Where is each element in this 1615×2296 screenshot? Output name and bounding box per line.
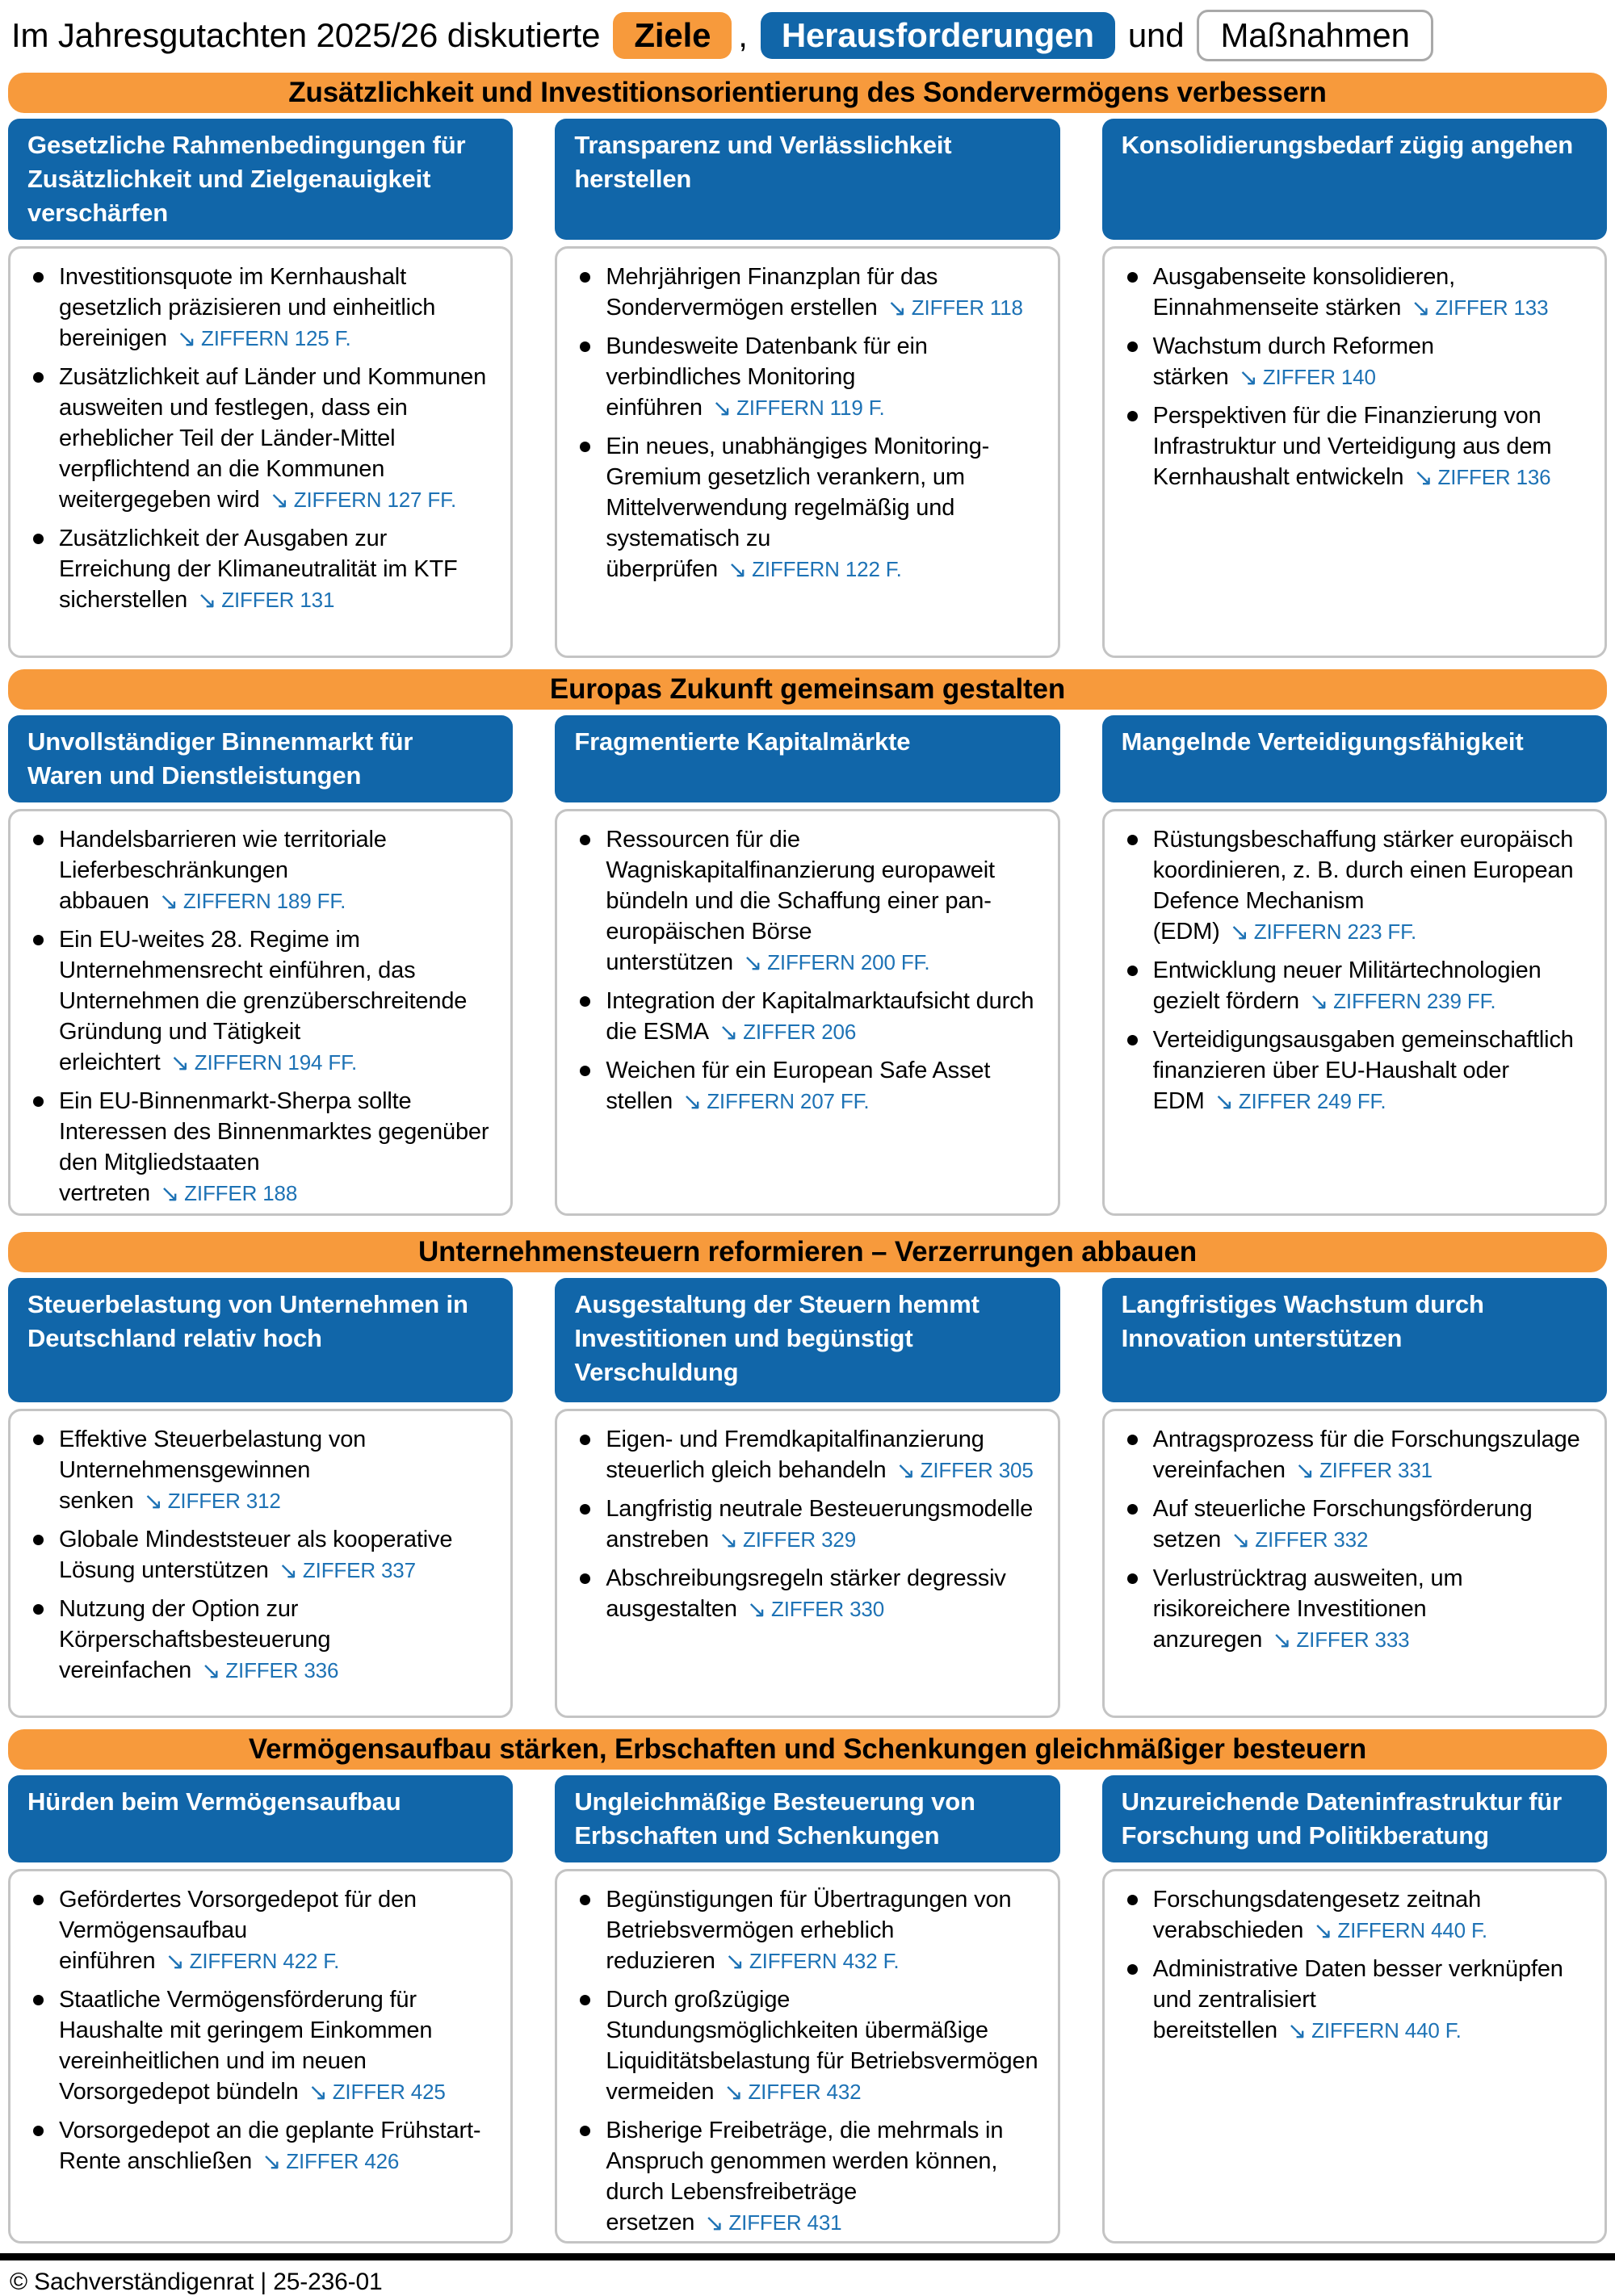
ref-arrow-icon: ↘ <box>197 588 217 614</box>
ziffer-ref-link[interactable]: ↘ ZIFFERN 200 FF. <box>743 950 930 977</box>
ref-arrow-icon: ↘ <box>278 1558 298 1585</box>
challenge-columns <box>8 119 1607 658</box>
goal-banner: Zusätzlichkeit und Investitionsorientierung des Sondervermögens verbessern <box>8 73 1607 113</box>
measures-box <box>555 1409 1059 1718</box>
ref-arrow-icon: ↘ <box>1309 989 1329 1016</box>
ziffer-ref-link[interactable]: ↘ ZIFFERN 422 F. <box>165 1949 340 1975</box>
challenge-column-3 <box>1102 715 1607 1216</box>
measure-item <box>573 331 1038 423</box>
ziffer-ref-link[interactable]: ↘ ZIFFERN 127 FF. <box>269 488 457 514</box>
measure-text: Bundesweite Datenbank für ein verbindliches Monitoring einführen <box>606 333 928 421</box>
measures-list <box>1121 262 1585 492</box>
measure-item <box>1121 1424 1585 1485</box>
ref-arrow-icon: ↘ <box>724 2080 744 2106</box>
legend-badge-massnahmen: Maßnahmen <box>1197 10 1433 61</box>
ref-arrow-icon: ↘ <box>308 2080 328 2106</box>
ziffer-ref-link[interactable]: ↘ ZIFFERN 194 FF. <box>170 1050 358 1077</box>
measure-item <box>1121 824 1585 947</box>
measures-box <box>1102 1869 1607 2244</box>
measure-item <box>27 1524 491 1586</box>
ziffer-ref-link[interactable]: ↘ ZIFFERN 223 FF. <box>1229 920 1417 946</box>
ref-arrow-icon: ↘ <box>160 1181 180 1208</box>
ziffer-ref-link[interactable]: ↘ ZIFFER 305 <box>896 1458 1034 1485</box>
title-separator-und: und <box>1127 16 1185 54</box>
ref-arrow-icon: ↘ <box>746 1597 767 1624</box>
measure-text: Administrative Daten besser verknüpfen und zentralisiert bereitstellen <box>1152 1956 1563 2044</box>
sections-container <box>8 73 1607 2244</box>
measure-text: Ein neues, unabhängiges Monitoring-Gremium gesetzlich verankern, um Mittelverwendung regelmäßig und systematisch zu überprüfen <box>606 434 990 583</box>
ziffer-ref-link[interactable]: ↘ ZIFFER 336 <box>201 1658 339 1685</box>
measure-text: Effektive Steuerbelastung von Unternehmensgewinnen senken <box>59 1427 367 1515</box>
ziffer-ref-link[interactable]: ↘ ZIFFERN 125 F. <box>176 326 351 353</box>
ziffer-ref-link[interactable]: ↘ ZIFFER 140 <box>1238 365 1376 392</box>
measure-text: Auf steuerliche Forschungsförderung setzen <box>1152 1496 1533 1553</box>
section-2 <box>8 669 1607 1216</box>
ref-arrow-icon: ↘ <box>1229 920 1249 946</box>
measure-text: Perspektiven für die Finanzierung von Infrastruktur und Verteidigung aus dem Kernhaushalt entwickeln <box>1152 403 1552 491</box>
ref-arrow-icon: ↘ <box>704 2210 724 2237</box>
measure-text: Nutzung der Option zur Körperschaftsbesteuerung vereinfachen <box>59 1596 331 1684</box>
measures-box <box>1102 246 1607 658</box>
challenge-column-1 <box>8 119 513 658</box>
measure-text: Zusätzlichkeit auf Länder und Kommunen ausweiten und festlegen, dass ein erheblicher Teil der Länder-Mittel verpflichtend an die Kommunen weitergegeben wird <box>59 364 487 513</box>
measures-box <box>555 1869 1059 2244</box>
challenge-header: Transparenz und Verlässlichkeit herstellen <box>555 119 1059 240</box>
measure-item <box>27 924 491 1078</box>
measures-list <box>27 1884 491 2177</box>
challenge-column-3 <box>1102 1278 1607 1718</box>
measures-box <box>8 809 513 1216</box>
challenge-header: Ausgestaltung der Steuern hemmt Investitionen und begünstigt Verschuldung <box>555 1278 1059 1402</box>
measure-text: Vorsorgedepot an die geplante Frühstart-Rente anschließen <box>59 2118 481 2175</box>
measures-list <box>1121 824 1585 1117</box>
ref-arrow-icon: ↘ <box>718 1527 739 1554</box>
challenge-header: Gesetzliche Rahmenbedingungen für Zusätzlichkeit und Zielgenauigkeit verschärfen <box>8 119 513 240</box>
ref-arrow-icon: ↘ <box>262 2149 282 2176</box>
measure-item <box>1121 1494 1585 1555</box>
section-1 <box>8 73 1607 658</box>
ziffer-ref-link[interactable]: ↘ ZIFFER 333 <box>1272 1628 1410 1654</box>
measures-box <box>555 809 1059 1216</box>
challenge-header: Langfristiges Wachstum durch Innovation unterstützen <box>1102 1278 1607 1402</box>
measure-item <box>27 262 491 354</box>
ref-arrow-icon: ↘ <box>1272 1628 1292 1654</box>
challenge-columns <box>8 1775 1607 2244</box>
ziffer-ref-link[interactable]: ↘ ZIFFERN 239 FF. <box>1309 989 1496 1016</box>
ref-arrow-icon: ↘ <box>896 1458 916 1485</box>
challenge-column-2 <box>555 715 1059 1216</box>
challenge-column-1 <box>8 1278 513 1718</box>
measures-list <box>1121 1884 1585 2046</box>
measures-list <box>573 262 1038 584</box>
ref-arrow-icon: ↘ <box>1411 295 1431 322</box>
ref-arrow-icon: ↘ <box>719 1020 739 1046</box>
measure-text: Eigen- und Fremdkapitalfinanzierung steuerlich gleich behandeln <box>606 1427 984 1484</box>
ref-arrow-icon: ↘ <box>165 1949 185 1975</box>
measures-box <box>1102 1409 1607 1718</box>
measure-item <box>27 362 491 515</box>
measure-text: Ausgabenseite konsolidieren, Einnahmenseite stärken <box>1152 264 1456 321</box>
measure-item <box>573 1884 1038 1976</box>
measure-text: Bisherige Freibeträge, die mehrmals in Anspruch genommen werden können, durch Lebensfreibeträge ersetzen <box>606 2118 1004 2236</box>
ref-arrow-icon: ↘ <box>1214 1089 1234 1116</box>
measure-item <box>27 824 491 916</box>
ref-arrow-icon: ↘ <box>1413 465 1433 492</box>
challenge-header: Hürden beim Vermögensaufbau <box>8 1775 513 1862</box>
measures-list <box>27 824 491 1209</box>
challenge-header: Unvollständiger Binnenmarkt für Waren und Dienstleistungen <box>8 715 513 802</box>
measure-item <box>573 1424 1038 1485</box>
ref-arrow-icon: ↘ <box>1313 1918 1333 1945</box>
ref-arrow-icon: ↘ <box>1294 1458 1315 1485</box>
measure-text: Rüstungsbeschaffung stärker europäisch koordinieren, z. B. durch einen European Defence Mechanism (EDM) <box>1152 827 1574 945</box>
ref-arrow-icon: ↘ <box>887 295 907 322</box>
ref-arrow-icon: ↘ <box>682 1089 703 1116</box>
measure-item <box>1121 400 1585 492</box>
measure-item <box>1121 1954 1585 2046</box>
measures-box <box>555 246 1059 658</box>
measure-text: Ein EU-Binnenmarkt-Sherpa sollte Interessen des Binnenmarktes gegenüber den Mitgliedstaaten vertreten <box>59 1088 489 1207</box>
legend-badge-ziele: Ziele <box>613 12 732 59</box>
footer-credit: © Sachverständigenrat | 25-236-01 <box>10 2269 383 2296</box>
measure-text: Staatliche Vermögensförderung für Haushalte mit geringem Einkommen vereinheitlichen und im neuen Vorsorgedepot bündeln <box>59 1987 433 2105</box>
measure-item <box>1121 1563 1585 1655</box>
challenge-header: Fragmentierte Kapitalmärkte <box>555 715 1059 802</box>
goal-banner: Vermögensaufbau stärken, Erbschaften und Schenkungen gleichmäßiger besteuern <box>8 1729 1607 1770</box>
footer-divider <box>0 2253 1615 2260</box>
ziffer-ref-link[interactable]: ↘ ZIFFERN 189 FF. <box>158 889 346 915</box>
ziffer-ref-link[interactable]: ↘ ZIFFER 330 <box>746 1597 885 1624</box>
ref-arrow-icon: ↘ <box>1286 2018 1307 2045</box>
measure-text: Investitionsquote im Kernhaushalt gesetzlich präzisieren und einheitlich bereinigen <box>59 264 436 352</box>
ref-arrow-icon: ↘ <box>201 1658 221 1685</box>
measure-item <box>1121 262 1585 323</box>
measure-text: Gefördertes Vorsorgedepot für den Vermögensaufbau einführen <box>59 1887 417 1975</box>
title-row <box>8 0 1607 73</box>
ref-arrow-icon: ↘ <box>724 1949 745 1975</box>
ref-arrow-icon: ↘ <box>170 1050 190 1077</box>
measure-text: Entwicklung neuer Militärtechnologien gezielt fördern <box>1152 957 1542 1015</box>
measure-text: Ein EU-weites 28. Regime im Unternehmensrecht einführen, das Unternehmen die grenzüberschreitende Gründung und Tätigkeit erleichtert <box>59 927 468 1076</box>
title-prefix: Im Jahresgutachten 2025/26 diskutierte <box>11 16 601 54</box>
measures-list <box>27 1424 491 1686</box>
measure-item <box>1121 1024 1585 1117</box>
ziffer-ref-link[interactable]: ↘ ZIFFER 118 <box>887 295 1023 322</box>
measure-text: Mehrjährigen Finanzplan für das Sondervermögen erstellen <box>606 264 938 321</box>
measures-box <box>8 246 513 658</box>
ziffer-ref-link[interactable]: ↘ ZIFFER 432 <box>724 2080 862 2106</box>
measure-text: Forschungsdatengesetz zeitnah verabschieden <box>1152 1887 1482 1944</box>
measure-text: Abschreibungsregeln stärker degressiv ausgestalten <box>606 1565 1006 1623</box>
challenge-column-2 <box>555 1775 1059 2244</box>
ziffer-ref-link[interactable]: ↘ ZIFFER 133 <box>1411 295 1549 322</box>
challenge-column-1 <box>8 715 513 1216</box>
measure-item <box>573 262 1038 323</box>
ziffer-ref-link[interactable]: ↘ ZIFFER 426 <box>262 2149 400 2176</box>
ref-arrow-icon: ↘ <box>143 1489 163 1515</box>
measure-text: Ressourcen für die Wagniskapitalfinanzierung europaweit bündeln und die Schaffung einer pan-europäischen Börse unterstützen <box>606 827 995 976</box>
challenge-header: Mangelnde Verteidigungsfähigkeit <box>1102 715 1607 802</box>
ziffer-ref-link[interactable]: ↘ ZIFFER 131 <box>197 588 335 614</box>
measures-list <box>573 824 1038 1117</box>
measure-item <box>573 1563 1038 1624</box>
ziffer-ref-link[interactable]: ↘ ZIFFERN 119 F. <box>711 396 885 422</box>
measure-item <box>27 2115 491 2177</box>
measure-item <box>573 1055 1038 1117</box>
measure-text: Verlustrücktrag ausweiten, um risikoreichere Investitionen anzuregen <box>1152 1565 1463 1653</box>
measure-item <box>1121 331 1585 392</box>
measure-text: Verteidigungsausgaben gemeinschaftlich finanzieren über EU-Haushalt oder EDM <box>1152 1027 1574 1115</box>
ref-arrow-icon: ↘ <box>743 950 763 977</box>
challenge-columns <box>8 715 1607 1216</box>
challenge-column-1 <box>8 1775 513 2244</box>
challenge-column-2 <box>555 119 1059 658</box>
measure-item <box>573 986 1038 1047</box>
measure-text: Weichen für ein European Safe Asset stellen <box>606 1058 991 1115</box>
ziffer-ref-link[interactable]: ↘ ZIFFER 332 <box>1231 1527 1369 1554</box>
measure-text: Integration der Kapitalmarktaufsicht durch die ESMA <box>606 988 1034 1045</box>
ziffer-ref-link[interactable]: ↘ ZIFFER 329 <box>718 1527 857 1554</box>
measure-item <box>573 1494 1038 1555</box>
ziffer-ref-link[interactable]: ↘ ZIFFER 425 <box>308 2080 446 2106</box>
challenge-column-3 <box>1102 1775 1607 2244</box>
title-separator-comma: , <box>738 16 748 54</box>
ziffer-ref-link[interactable]: ↘ ZIFFER 206 <box>719 1020 857 1046</box>
measures-box <box>8 1409 513 1718</box>
measure-text: Wachstum durch Reformen stärken <box>1152 333 1434 391</box>
measure-item <box>27 1086 491 1209</box>
measures-list <box>1121 1424 1585 1655</box>
ziffer-ref-link[interactable]: ↘ ZIFFERN 122 F. <box>728 557 902 584</box>
challenge-header: Ungleichmäßige Besteuerung von Erbschaften und Schenkungen <box>555 1775 1059 1862</box>
measure-item <box>27 1424 491 1516</box>
measure-item <box>1121 1884 1585 1946</box>
measures-list <box>573 1884 1038 2238</box>
measure-item <box>27 1984 491 2107</box>
measure-text: Globale Mindeststeuer als kooperative Lösung unterstützen <box>59 1527 453 1584</box>
ziffer-ref-link[interactable]: ↘ ZIFFER 331 <box>1294 1458 1433 1485</box>
measures-box <box>8 1869 513 2244</box>
measure-item <box>27 1884 491 1976</box>
ziffer-ref-link[interactable]: ↘ ZIFFERN 440 F. <box>1313 1918 1487 1945</box>
ziffer-ref-link[interactable]: ↘ ZIFFERN 440 F. <box>1286 2018 1462 2045</box>
measure-text: Zusätzlichkeit der Ausgaben zur Erreichung der Klimaneutralität im KTF sicherstellen <box>59 526 458 614</box>
challenge-column-3 <box>1102 119 1607 658</box>
measure-text: Langfristig neutrale Besteuerungsmodelle anstreben <box>606 1496 1034 1553</box>
measure-item <box>1121 955 1585 1016</box>
measure-item <box>573 1984 1038 2107</box>
challenge-header: Unzureichende Dateninfrastruktur für Forschung und Politikberatung <box>1102 1775 1607 1862</box>
ziffer-ref-link[interactable]: ↘ ZIFFER 312 <box>143 1489 281 1515</box>
footer <box>8 2260 1607 2296</box>
measure-item <box>27 1594 491 1686</box>
measure-item <box>573 824 1038 978</box>
legend-badge-herausforderungen: Herausforderungen <box>761 12 1115 59</box>
ziffer-ref-link[interactable]: ↘ ZIFFER 249 FF. <box>1214 1089 1386 1116</box>
challenge-columns <box>8 1278 1607 1718</box>
section-4 <box>8 1729 1607 2244</box>
ref-arrow-icon: ↘ <box>176 326 196 353</box>
ref-arrow-icon: ↘ <box>1238 365 1258 392</box>
measure-text: Durch großzügige Stundungsmöglichkeiten übermäßige Liquiditätsbelastung für Betriebsvermögen vermeiden <box>606 1987 1038 2105</box>
measure-item <box>573 431 1038 584</box>
challenge-column-2 <box>555 1278 1059 1718</box>
section-3 <box>8 1232 1607 1718</box>
measures-list <box>27 262 491 615</box>
ref-arrow-icon: ↘ <box>269 488 289 514</box>
ziffer-ref-link[interactable]: ↘ ZIFFER 136 <box>1413 465 1551 492</box>
challenge-header: Steuerbelastung von Unternehmen in Deutschland relativ hoch <box>8 1278 513 1402</box>
ref-arrow-icon: ↘ <box>1231 1527 1251 1554</box>
measures-box <box>1102 809 1607 1216</box>
ziffer-ref-link[interactable]: ↘ ZIFFER 337 <box>278 1558 416 1585</box>
measure-text: Antragsprozess für die Forschungszulage vereinfachen <box>1152 1427 1580 1484</box>
measure-text: Handelsbarrieren wie territoriale Lieferbeschränkungen abbauen <box>59 827 387 915</box>
ref-arrow-icon: ↘ <box>711 396 732 422</box>
ref-arrow-icon: ↘ <box>728 557 748 584</box>
ziffer-ref-link[interactable]: ↘ ZIFFER 431 <box>704 2210 842 2237</box>
ziffer-ref-link[interactable]: ↘ ZIFFER 188 <box>160 1181 298 1208</box>
goal-banner: Europas Zukunft gemeinsam gestalten <box>8 669 1607 710</box>
ziffer-ref-link[interactable]: ↘ ZIFFERN 207 FF. <box>682 1089 870 1116</box>
challenge-header: Konsolidierungsbedarf zügig angehen <box>1102 119 1607 240</box>
measures-list <box>573 1424 1038 1624</box>
measure-item <box>27 523 491 615</box>
measure-item <box>573 2115 1038 2238</box>
ziffer-ref-link[interactable]: ↘ ZIFFERN 432 F. <box>724 1949 900 1975</box>
measure-text: Begünstigungen für Übertragungen von Betriebsvermögen erheblich reduzieren <box>606 1887 1012 1975</box>
goal-banner: Unternehmensteuern reformieren – Verzerrungen abbauen <box>8 1232 1607 1272</box>
ref-arrow-icon: ↘ <box>158 889 178 915</box>
